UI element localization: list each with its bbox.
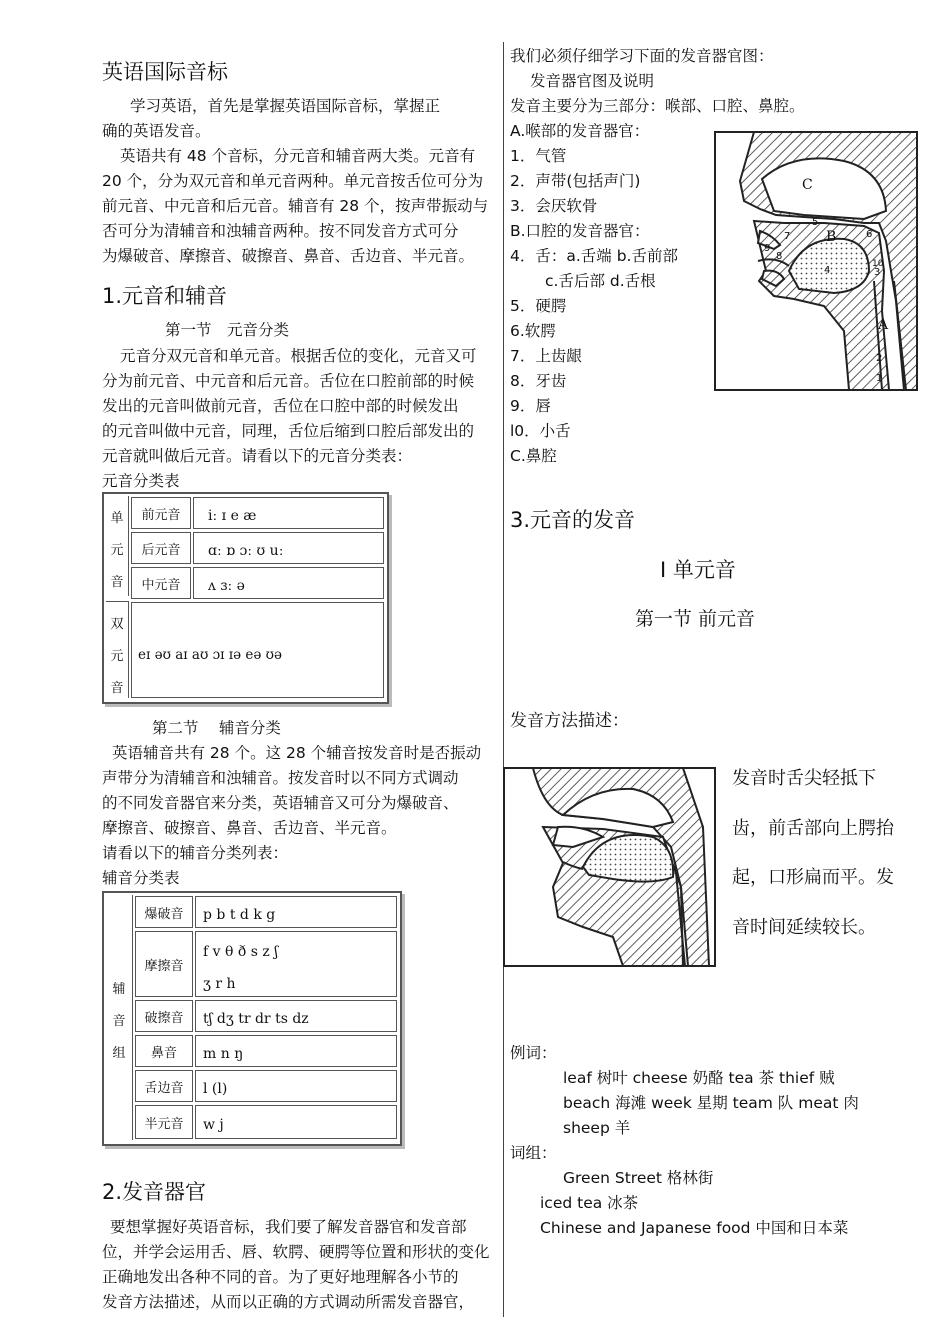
method-label: 发音方法描述： xyxy=(510,711,629,731)
organ-list-item: 4．舌：a.舌端 b.舌前部 xyxy=(510,247,678,265)
example-line: beach 海滩 week 星期 team 队 meat 肉 xyxy=(563,1094,859,1112)
para-line: 的元音叫做中元音，同理，舌位后缩到口腔后部发出的 xyxy=(102,422,475,440)
section-heading: 2.发音器官 xyxy=(102,1180,207,1204)
label-5: 5 xyxy=(812,217,819,228)
speech-organ-diagram-svg xyxy=(714,131,918,391)
ipa-symbols: ɑː ɒ ɔː ʊ uː xyxy=(208,543,284,559)
para-line: 英语共有 48 个音标，分元音和辅音两大类。元音有 xyxy=(120,147,476,165)
para-line: 英语辅音共有 28 个。这 28 个辅音按发音时是否振动 xyxy=(112,744,482,762)
vowel-type-cell: 后元音 xyxy=(131,532,191,564)
method-line: 起，口形扁而平。发 xyxy=(732,867,894,888)
label-4: 4 xyxy=(824,265,831,276)
subsection-heading: 第一节 前元音 xyxy=(635,608,756,630)
ipa-symbols: m n ŋ xyxy=(203,1046,244,1062)
label-char: 音 xyxy=(112,1014,126,1029)
organ-list-item: 5．硬腭 xyxy=(510,297,567,315)
label-8: 8 xyxy=(776,251,783,262)
organ-list-item: C.鼻腔 xyxy=(510,447,557,465)
para-line: 分为前元音、中元音和后元音。舌位在口腔前部的时候 xyxy=(102,372,475,390)
organ-list-item: A.喉部的发音器官： xyxy=(510,122,650,140)
section-heading: 1.元音和辅音 xyxy=(102,284,228,308)
organ-list-item: 8．牙齿 xyxy=(510,372,567,390)
organ-list-item: 3．会厌软骨 xyxy=(510,197,598,215)
consonant-type-cell: 鼻音 xyxy=(135,1035,193,1067)
examples-label: 例词： xyxy=(510,1044,557,1062)
intro-line: 学习英语，首先是掌握英语国际音标，掌握正 xyxy=(130,97,441,115)
para-line: 我们必须仔细学习下面的发音器官图： xyxy=(510,47,774,65)
label-char: 双 xyxy=(110,617,124,632)
ipa-symbols: eɪ əʊ aɪ aʊ ɔɪ ɪə eə ʊə xyxy=(138,647,283,663)
organ-list-item: 9．唇 xyxy=(510,397,551,415)
organ-list-item: c.舌后部 d.舌根 xyxy=(545,272,656,290)
subsection-heading: 第一节 元音分类 xyxy=(165,321,290,339)
organ-list-item: 1．气管 xyxy=(510,147,567,165)
example-line: leaf 树叶 cheese 奶酪 tea 茶 thief 贼 xyxy=(563,1069,835,1087)
para-line: 元音就叫做后元音。请看以下的元音分类表： xyxy=(102,447,413,465)
para-line: 发音主要分为三部分：喉部、口腔、鼻腔。 xyxy=(510,97,805,115)
ipa-symbols: p b t d k g xyxy=(203,907,276,923)
label-char: 元 xyxy=(110,543,124,558)
page-title: 英语国际音标 xyxy=(102,60,228,84)
vowel-type-cell: 前元音 xyxy=(131,497,191,529)
ipa-symbols: tʃ dʒ tr dr ts dz xyxy=(203,1011,309,1027)
label-10: 10 xyxy=(872,259,884,269)
organ-list-item: l0．小舌 xyxy=(510,422,571,440)
para-line: 否可分为清辅音和浊辅音两种。按不同发音方式可分 xyxy=(102,222,459,240)
label-2: 2 xyxy=(876,353,883,364)
speech-organ-diagram xyxy=(714,131,918,391)
phrases-label: 词组： xyxy=(510,1144,557,1162)
ipa-symbols: w j xyxy=(203,1117,224,1133)
label-9: 9 xyxy=(764,243,771,254)
table-caption: 辅音分类表 xyxy=(102,869,180,887)
para-line: 前元音、中元音和后元音。辅音有 28 个，按声带振动与 xyxy=(102,197,489,215)
method-description xyxy=(732,754,894,952)
ipa-symbols: iː ɪ e æ xyxy=(208,508,257,524)
consonant-type-cell: 半元音 xyxy=(135,1105,193,1139)
para-line: 20 个，分为双元音和单元音两种。单元音按舌位可分为 xyxy=(102,172,484,190)
label-char: 元 xyxy=(110,649,124,664)
front-vowel-diagram-svg xyxy=(503,767,716,967)
para-line: 的不同发音器官来分类，英语辅音又可分为爆破音、 xyxy=(102,794,459,812)
intro-line: 确的英语发音。 xyxy=(102,122,211,140)
consonant-ipa-cell xyxy=(195,1105,397,1139)
consonant-type-cell: 爆破音 xyxy=(135,896,193,928)
label-1: 1 xyxy=(876,373,883,384)
subsection-heading: Ⅰ 单元音 xyxy=(660,558,736,582)
column-divider xyxy=(503,42,504,1317)
organ-list-item: 2．声带(包括声门) xyxy=(510,172,641,190)
ipa-symbols: l (l) xyxy=(203,1081,228,1097)
consonant-type-cell: 摩擦音 xyxy=(135,931,193,997)
organ-list-item: 7．上齿龈 xyxy=(510,347,582,365)
label-char: 音 xyxy=(110,681,124,696)
example-line: sheep 羊 xyxy=(563,1119,631,1137)
label-A: A xyxy=(878,317,889,333)
para-line: 要想掌握好英语音标，我们要了解发音器官和发音部 xyxy=(110,1218,467,1236)
vowel-type-cell: 中元音 xyxy=(131,567,191,599)
section-heading: 3.元音的发音 xyxy=(510,508,636,532)
consonant-type-cell: 舌边音 xyxy=(135,1070,193,1102)
phrase-line: Green Street 格林街 xyxy=(563,1169,714,1187)
method-line: 发音时舌尖轻抵下 xyxy=(732,768,876,789)
label-char: 辅 xyxy=(112,982,126,997)
label-char: 音 xyxy=(110,575,124,590)
label-char: 组 xyxy=(112,1046,126,1061)
para-line: 请看以下的辅音分类列表： xyxy=(102,844,289,862)
phrase-line: Chinese and Japanese food 中国和日本菜 xyxy=(540,1219,849,1237)
consonant-type-cell: 破擦音 xyxy=(135,1000,193,1032)
ipa-symbols: f v θ ð s z ʃ xyxy=(203,944,279,960)
organ-list-item: 6.软腭 xyxy=(510,322,556,340)
para-line: 位，并学会运用舌、唇、软腭、硬腭等位置和形状的变化 xyxy=(102,1243,490,1261)
phrase-line: iced tea 冰茶 xyxy=(540,1194,639,1212)
label-B: B xyxy=(826,229,837,245)
label-7: 7 xyxy=(784,231,791,242)
para-line: 为爆破音、摩擦音、破擦音、鼻音、舌边音、半元音。 xyxy=(102,247,475,265)
front-vowel-diagram xyxy=(503,767,716,967)
label-6: 6 xyxy=(866,229,873,240)
ipa-symbols: ʌ ɜː ə xyxy=(208,578,245,594)
method-line: 音时间延续较长。 xyxy=(732,916,876,938)
organ-list-item: B.口腔的发音器官： xyxy=(510,222,650,240)
para-line: 元音分双元音和单元音。根据舌位的变化，元音又可 xyxy=(120,347,477,365)
para-line: 发音器官图及说明 xyxy=(530,72,655,90)
para-line: 发音方法描述，从而以正确的方式调动所需发音器官， xyxy=(102,1293,475,1311)
subsection-heading: 第二节 辅音分类 xyxy=(152,719,281,737)
label-C: C xyxy=(802,177,813,193)
para-line: 发出的元音叫做前元音，舌位在口腔中部的时候发出 xyxy=(102,397,459,415)
table-caption: 元音分类表 xyxy=(102,472,180,490)
label-char: 单 xyxy=(110,511,124,526)
ipa-symbols: ʒ r h xyxy=(203,976,236,992)
method-line: 齿，前舌部向上腭抬 xyxy=(732,817,894,839)
para-line: 正确地发出各种不同的音。为了更好地理解各小节的 xyxy=(102,1268,459,1286)
consonant-table xyxy=(102,891,402,1146)
para-line: 摩擦音、破擦音、鼻音、舌边音、半元音。 xyxy=(102,819,397,837)
vowel-table xyxy=(102,492,389,704)
label-3: 3 xyxy=(874,267,881,278)
para-line: 声带分为清辅音和浊辅音。按发音时以不同方式调动 xyxy=(102,769,459,787)
